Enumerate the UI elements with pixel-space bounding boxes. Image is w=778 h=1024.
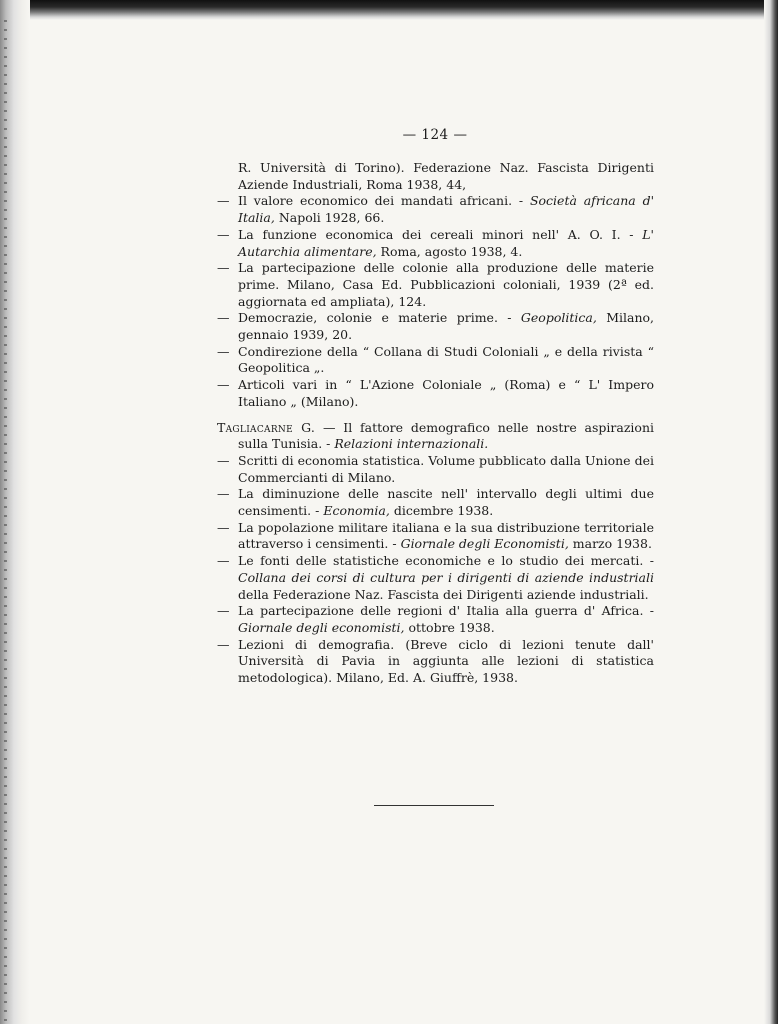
author-first-source: Relazioni internazionali. [334,436,489,452]
section-one-list [217,193,654,410]
page-number: — 124 — [402,127,468,143]
list-item: — Condirezione della “ Collana di Studi Coloniali „ e della rivista “ Geopolitica „. [217,343,654,376]
list-item: — La diminuzione delle nascite nell' intervallo degli ultimi due censimenti. - Economia, dicembre 1938. [217,486,654,519]
closing-rule [374,805,494,806]
list-item: — Lezioni di demografia. (Breve ciclo di lezioni tenute dall' Università di Pavia in aggiunta alle lezioni di statistica metodologica). Milano, Ed. A. Giuffrè, 1938. [217,636,654,686]
list-item: — Scritti di economia statistica. Volume pubblicato dalla Unione dei Commercianti di Milano. [217,452,654,485]
continuation-paragraph [217,160,654,193]
list-item: — La funzione economica dei cereali minori nell' A. O. I. - L' Autarchia alimentare, Roma, agosto 1938, 4. [217,226,654,259]
list-item: — La popolazione militare italiana e la sua distribuzione territoriale attraverso i censimenti. - Giornale degli Economisti, marzo 1938. [217,519,654,552]
list-item: — Le fonti delle statistiche economiche e lo studio dei mercati. - Collana dei corsi di cultura per i dirigenti di aziende industriali della Federazione Naz. Fascista dei Dirigenti aziende industriali. [217,553,654,602]
list-item: — La partecipazione delle colonie alla produzione delle materie prime. Milano, Casa Ed. Pubblicazioni coloniali, 1939 (2ª ed. aggiornata ed ampliata), 124. [217,260,654,309]
page-number-value: 124 [421,127,449,143]
section-two-list [217,453,654,687]
scan-right-edge [764,0,778,1024]
scan-top-edge [0,0,778,20]
continuation-text: R. Università di Torino). Federazione Naz. Fascista Dirigenti Aziende Industriali, Roma 1938, 44, [238,160,654,192]
list-item: — Il valore economico dei mandati africani. - Società africana d' Italia, Napoli 1928, 66. [217,193,655,226]
list-item: — La partecipazione delle regioni d' Italia alla guerra d' Africa. - Giornale degli economisti, ottobre 1938. [217,603,654,635]
list-item: — Articoli vari in “ L'Azione Coloniale „ (Roma) e “ L' Impero Italiano „ (Milano). [217,377,654,409]
author-first-title: — Il fattore demografico nelle nostre aspirazioni sulla Tunisia. - [238,419,654,452]
scan-binding-edge [0,0,30,1024]
author-name: Tagliacarne G. [217,419,316,435]
bibliography-text [217,160,654,687]
list-item: — Democrazie, colonie e materie prime. - Geopolitica, Milano, gennaio 1939, 20. [217,310,654,343]
author-entry [217,420,654,453]
